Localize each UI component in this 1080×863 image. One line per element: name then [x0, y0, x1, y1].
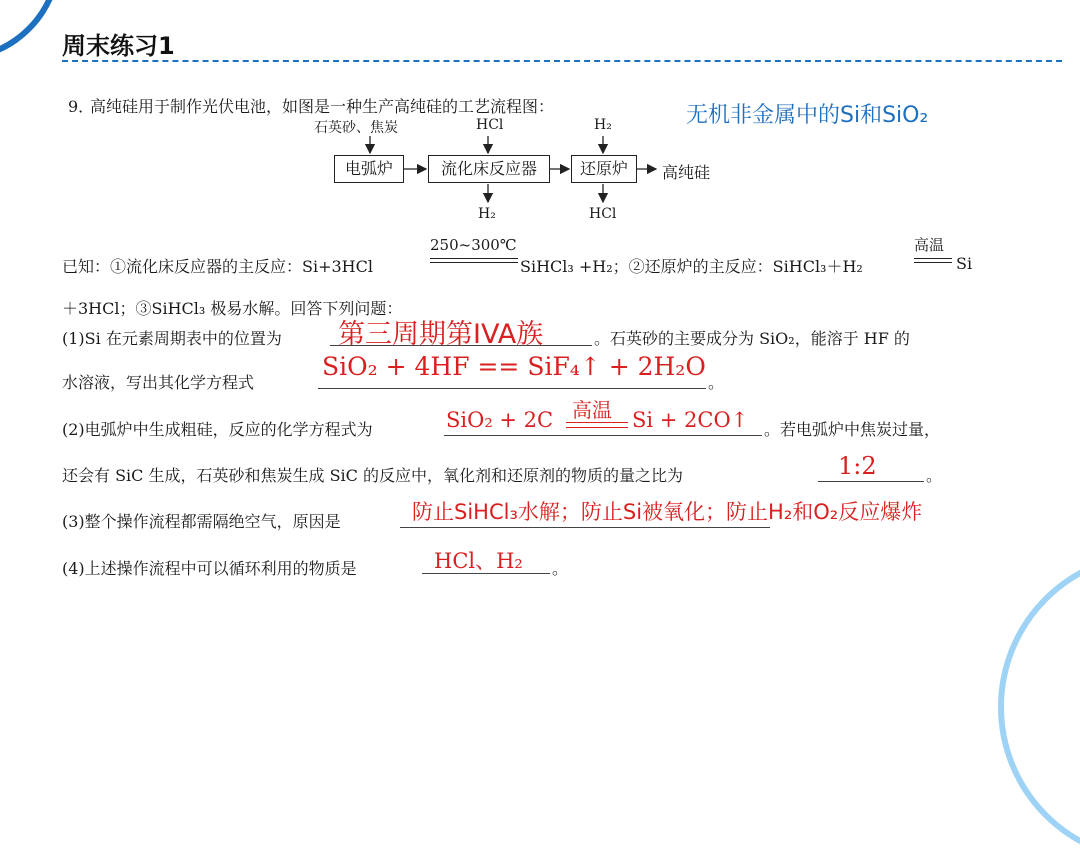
q1-answer-blank-2	[318, 388, 706, 389]
flow-input-h2: H₂	[594, 117, 612, 133]
q1-text-c: 水溶液，写出其化学方程式	[62, 373, 255, 392]
q2-answer-blank-2	[818, 481, 924, 482]
q3-answer-reason: 防止SiHCl₃水解；防止Si被氧化；防止H₂和O₂反应爆炸	[412, 500, 923, 524]
known-line1-part1: 已知：①流化床反应器的主反应：Si+3HCl	[62, 257, 373, 276]
q1-answer-equation: SiO₂ + 4HF == SiF₄↑ + 2H₂O	[322, 352, 706, 381]
q2-text-b: 。若电弧炉中焦炭过量，	[764, 420, 941, 439]
reaction-equals-line	[430, 258, 518, 259]
topic-note: 无机非金属中的Si和SiO₂	[686, 103, 929, 128]
q1-text-d: 。	[708, 373, 725, 392]
q2-answer-right: Si + 2CO↑	[632, 408, 749, 432]
flow-input-hcl: HCl	[476, 117, 504, 133]
reaction-condition-high-temp: 高温	[914, 236, 945, 254]
flow-box-reduction-furnace: 还原炉	[571, 155, 637, 183]
flow-product: 高纯硅	[662, 163, 711, 182]
reaction-equals-line	[430, 262, 518, 263]
flow-output-hcl: HCl	[589, 206, 617, 222]
question-number: 9．	[68, 97, 95, 116]
reaction-equals-line	[914, 262, 952, 263]
known-line1-part2: SiHCl₃ +H₂；②还原炉的主反应：SiHCl₃＋H₂	[520, 257, 863, 276]
known-line2: ＋3HCl；③SiHCl₃ 极易水解。回答下列问题：	[62, 299, 403, 318]
q2-text-c: 还会有 SiC 生成，石英砂和焦炭生成 SiC 的反应中，氧化剂和还原剂的物质的量之比为	[62, 466, 683, 485]
q4-text-b: 。	[552, 559, 569, 578]
q1-text-a: (1)Si 在元素周期表中的位置为	[62, 329, 282, 348]
flow-input-quartz-coke: 石英砂、焦炭	[314, 120, 398, 136]
q1-answer-position: 第三周期第IVA族	[338, 319, 544, 350]
q2-answer-left: SiO₂ + 2C	[446, 408, 554, 432]
q4-text-a: (4)上述操作流程中可以循环利用的物质是	[62, 559, 357, 578]
q2-answer-condition: 高温	[572, 398, 612, 422]
q2-answer-blank-1	[444, 435, 762, 436]
q2-text-a: (2)电弧炉中生成粗硅，反应的化学方程式为	[62, 420, 373, 439]
q3-answer-blank	[400, 527, 770, 528]
q1-text-b: 。石英砂的主要成分为 SiO₂，能溶于 HF 的	[594, 329, 910, 348]
page-title: 周末练习1	[62, 32, 175, 60]
q2-equals-line	[566, 427, 628, 428]
flow-output-h2: H₂	[478, 206, 496, 222]
flow-box-fluidized-bed: 流化床反应器	[428, 155, 550, 183]
q2-text-d: 。	[926, 466, 943, 485]
reaction-equals-line	[914, 258, 952, 259]
q2-answer-ratio: 1:2	[838, 452, 877, 480]
question-stem: 高纯硅用于制作光伏电池，如图是一种生产高纯硅的工艺流程图：	[90, 97, 555, 116]
q2-equals-line	[566, 422, 628, 423]
known-line1-part3: Si	[956, 254, 973, 273]
reaction-condition-temp: 250~300℃	[430, 236, 517, 254]
q4-answer-recycle: HCl、H₂	[434, 549, 523, 573]
q3-text-a: (3)整个操作流程都需隔绝空气，原因是	[62, 512, 341, 531]
flow-box-arc-furnace: 电弧炉	[334, 155, 404, 183]
